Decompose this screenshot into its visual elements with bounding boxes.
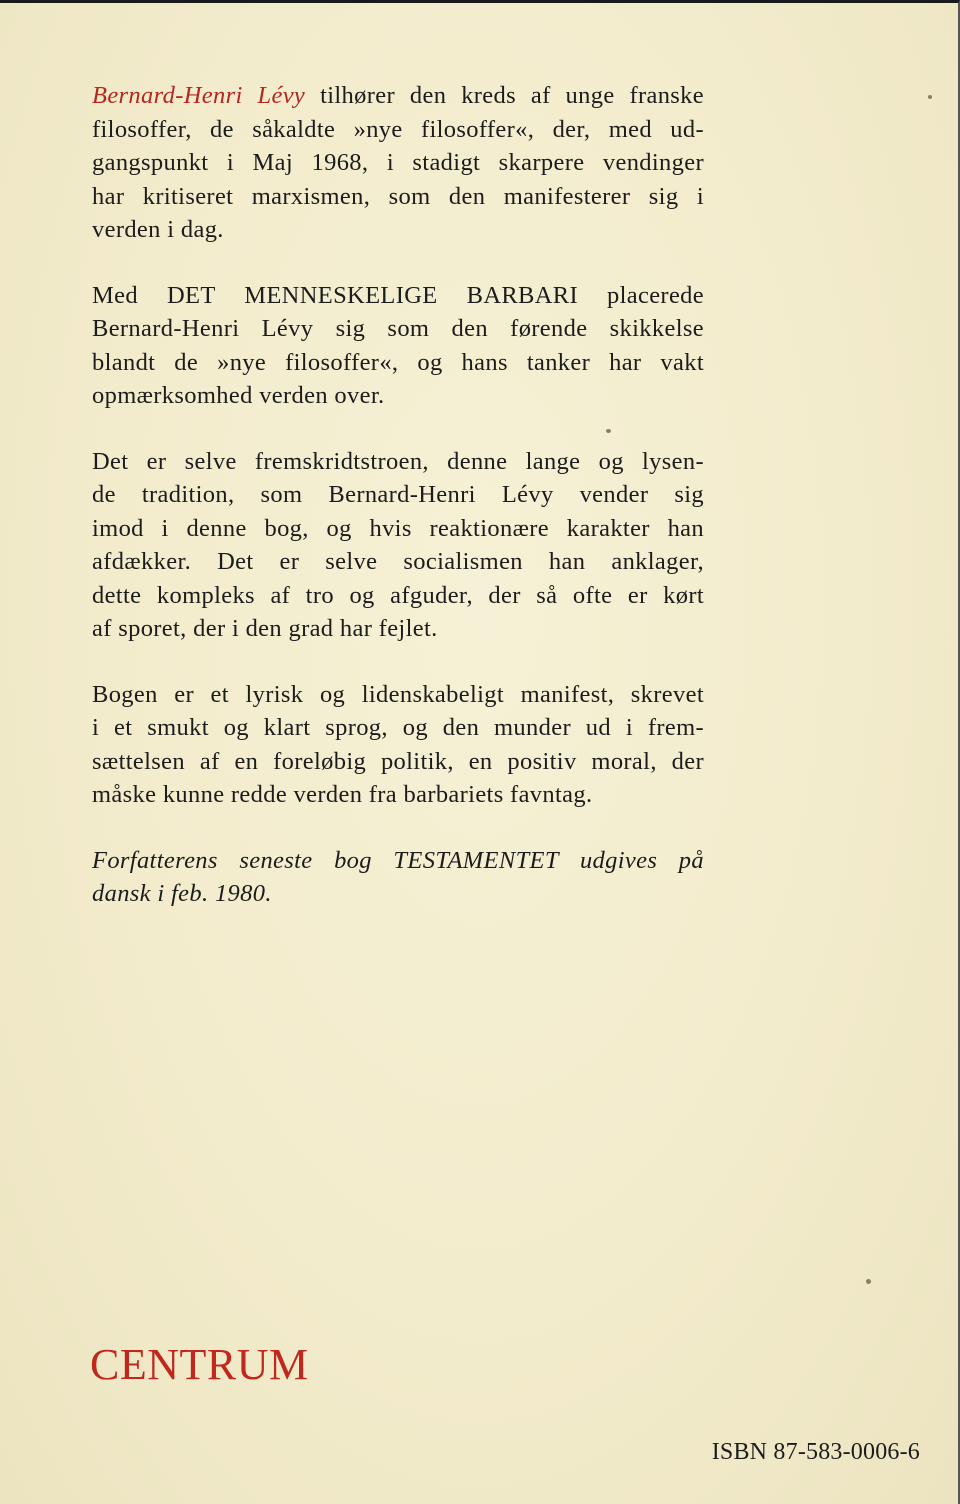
paragraph-2 xyxy=(92,279,704,413)
paragraph-2-line: Med DET MENNESKELIGE BARBARI placerede xyxy=(92,281,704,309)
upcoming-book-note xyxy=(92,844,704,911)
paragraph-1-line-1-rest: tilhører den kreds af unge franske xyxy=(305,82,705,109)
blurb-text xyxy=(92,79,704,943)
note-line: Forfatterens seneste bog TESTAMENTET udgives på xyxy=(92,846,704,874)
note-line: dansk i feb. 1980. xyxy=(92,880,272,907)
paragraph-4-line: måske kunne redde verden fra barbariets favntag. xyxy=(92,781,593,808)
paragraph-1-line: filosoffer, de såkaldte »nye filosoffer«, der, med ud- xyxy=(92,115,704,143)
paragraph-3-line: af sporet, der i den grad har fejlet. xyxy=(92,615,438,642)
paragraph-4-line: i et smukt og klart sprog, og den munder ud i frem- xyxy=(92,714,704,741)
publisher-name: CENTRUM xyxy=(90,1340,309,1389)
paragraph-4 xyxy=(92,678,704,812)
print-speck xyxy=(606,429,611,433)
paragraph-3-line: de tradition, som Bernard-Henri Lévy vender sig xyxy=(92,481,704,508)
paragraph-3-line: afdækker. Det er selve socialismen han anklager, xyxy=(92,548,704,575)
paragraph-1-line: verden i dag. xyxy=(92,216,224,243)
paragraph-3-line: Det er selve fremskridtstroen, denne lange og lysen- xyxy=(92,447,704,475)
print-speck xyxy=(866,1279,871,1284)
paragraph-1-line: gangspunkt i Maj 1968, i stadigt skarpere vendinger xyxy=(92,149,704,176)
author-name: Bernard-Henri Lévy xyxy=(92,82,306,109)
paragraph-4-line: sættelsen af en foreløbig politik, en positiv moral, der xyxy=(92,747,704,775)
paragraph-1 xyxy=(92,79,704,247)
isbn-number: ISBN 87-583-0006-6 xyxy=(711,1439,920,1465)
print-speck xyxy=(928,95,932,99)
paragraph-1-line: har kritiseret marxismen, som den manifesterer sig i xyxy=(92,182,704,210)
paragraph-2-line: blandt de »nye filosoffer«, og hans tanker har vakt xyxy=(92,348,704,376)
paragraph-4-line: Bogen er et lyrisk og lidenskabeligt manifest, skrevet xyxy=(92,680,704,708)
paragraph-2-line: opmærksomhed verden over. xyxy=(92,382,385,409)
paragraph-3-line: imod i denne bog, og hvis reaktionære karakter han xyxy=(92,514,704,542)
paragraph-3-line: dette kompleks af tro og afguder, der så ofte er kørt xyxy=(92,581,704,609)
paragraph-2-line: Bernard-Henri Lévy sig som den førende skikkelse xyxy=(92,315,704,342)
paragraph-3 xyxy=(92,445,704,646)
